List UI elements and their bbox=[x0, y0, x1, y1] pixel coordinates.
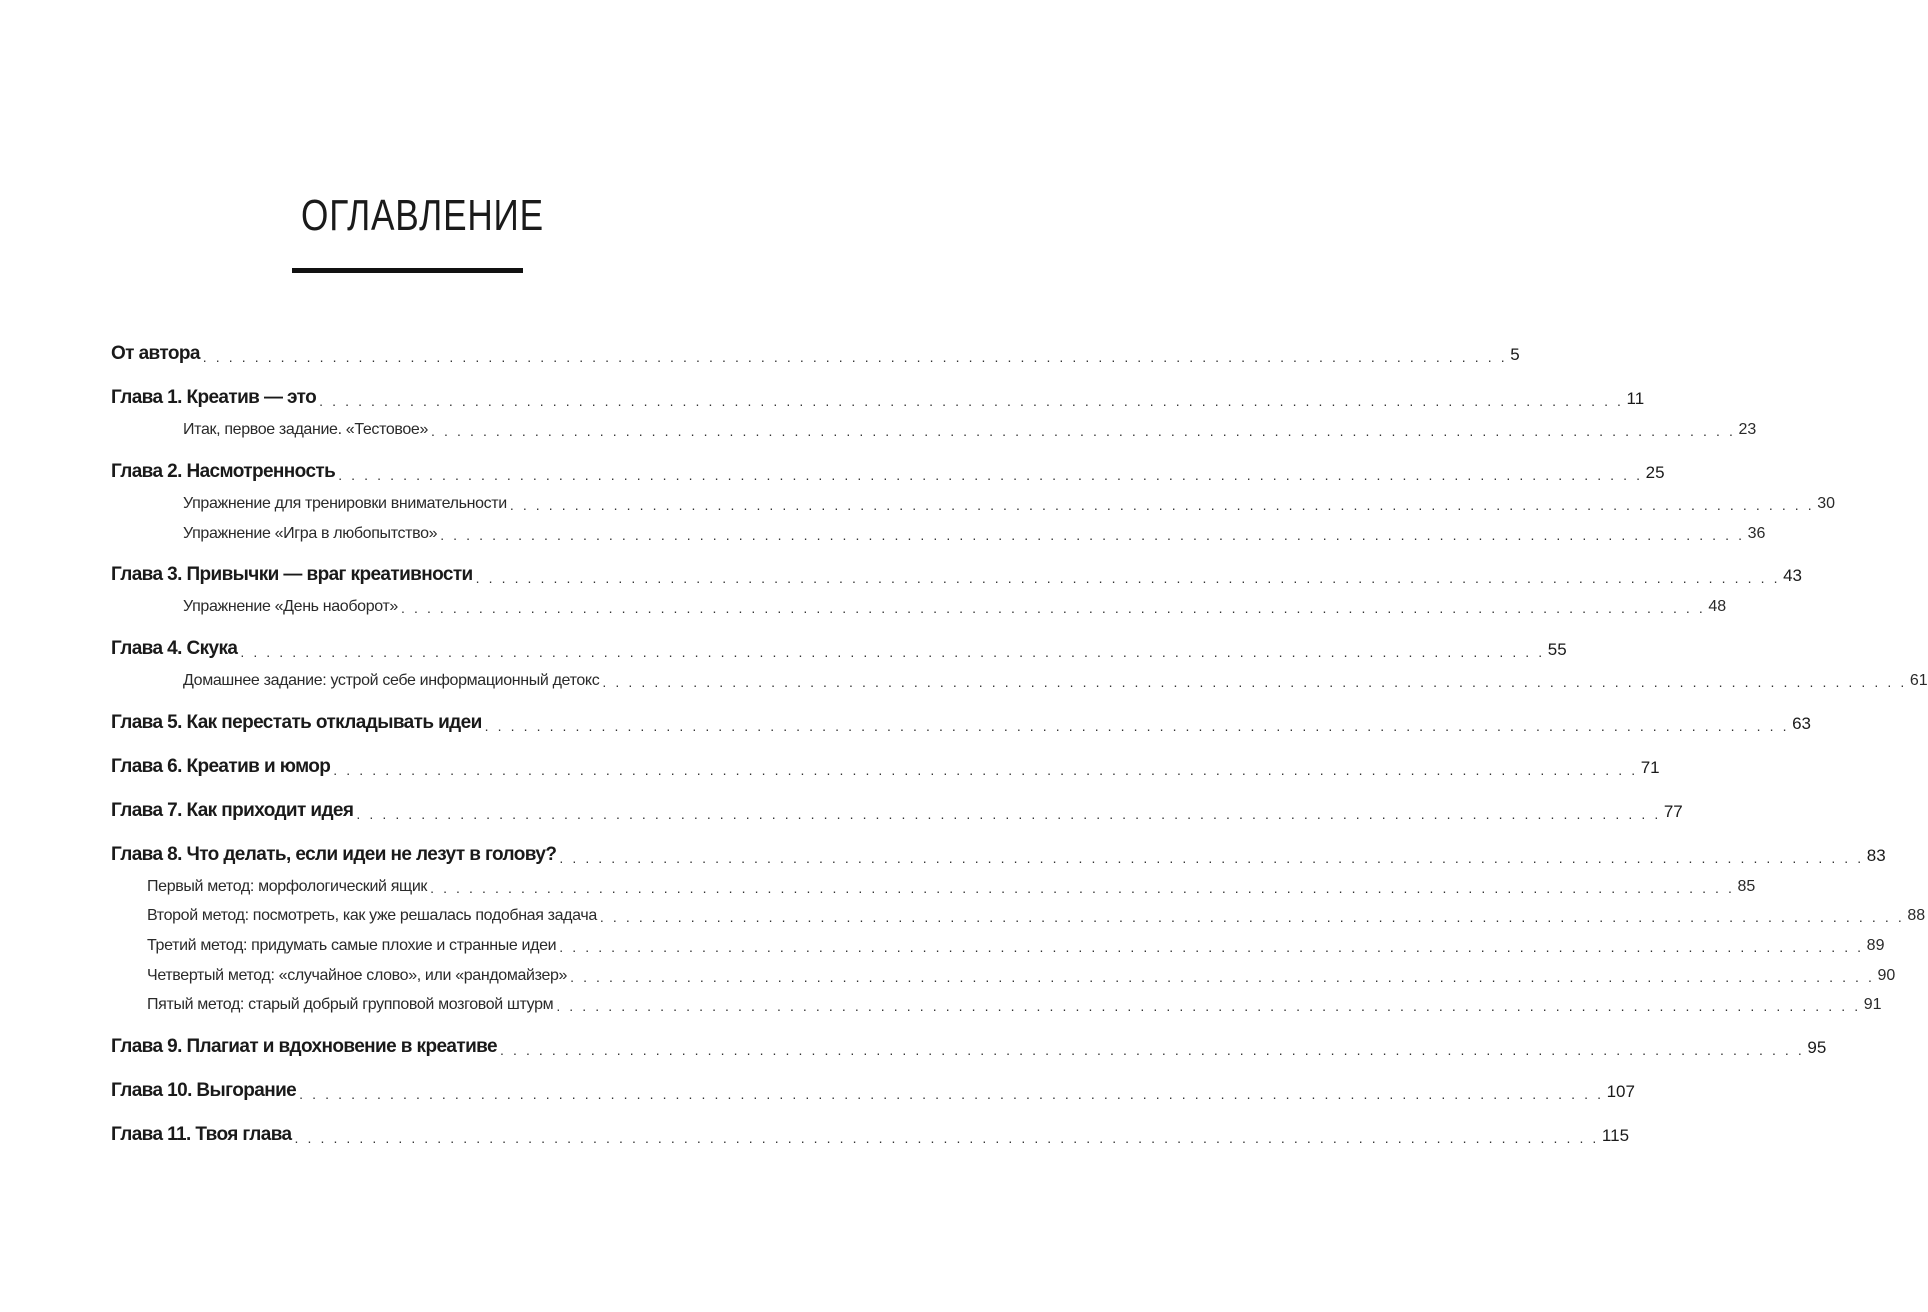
toc-entry-chapter-7[interactable] bbox=[111, 794, 1683, 822]
toc-entry-chapter-8[interactable] bbox=[111, 838, 1886, 866]
toc-page-number: 71 bbox=[1640, 758, 1660, 777]
dot-leader: . . . . . . . . . . . . . . . . . . . . . . . . . . . . . . . . . . . . . . . . . . . . . . . . . . . . . . . . . . . . . . . . . . . . . . . . . . . . . . . . . . . . . . . . . . . . . . . . . . . . . bbox=[240, 644, 1545, 660]
toc-entry-section[interactable] bbox=[147, 957, 1896, 985]
toc-entry-label: Глава 1. Креатив — это bbox=[111, 387, 317, 408]
toc-entry-section[interactable] bbox=[183, 662, 1928, 690]
toc-entry-label: Пятый метод: старый добрый групповой мозговой штурм bbox=[147, 996, 554, 1013]
page-title: ОГЛАВЛЕНИЕ bbox=[301, 191, 544, 240]
dot-leader: . . . . . . . . . . . . . . . . . . . . . . . . . . . . . . . . . . . . . . . . . . . . . . . . . . . . . . . . . . . . . . . . . . . . . . . . . . . . . . . . . . . . . . . . . . . . . . . . . . . . . bbox=[333, 762, 1638, 778]
toc-entry-label: Домашнее задание: устрой себе информационный детокс bbox=[183, 672, 600, 689]
dot-leader: . . . . . . . . . . . . . . . . . . . . . . . . . . . . . . . . . . . . . . . . . . . . . . . . . . . . . . . . . . . . . . . . . . . . . . . . . . . . . . . . . . . . . . . . . . . . . . . . . . . . . bbox=[559, 939, 1864, 955]
toc-entry-chapter-6[interactable] bbox=[111, 750, 1660, 778]
dot-leader: . . . . . . . . . . . . . . . . . . . . . . . . . . . . . . . . . . . . . . . . . . . . . . . . . . . . . . . . . . . . . . . . . . . . . . . . . . . . . . . . . . . . . . . . . . . . . . . . . . . . . bbox=[430, 880, 1735, 896]
toc-entry-section[interactable] bbox=[183, 411, 1757, 439]
toc-entry-label: Глава 9. Плагиат и вдохновение в креативе bbox=[111, 1036, 497, 1057]
dot-leader: . . . . . . . . . . . . . . . . . . . . . . . . . . . . . . . . . . . . . . . . . . . . . . . . . . . . . . . . . . . . . . . . . . . . . . . . . . . . . . . . . . . . . . . . . . . . . . . . . . . . . bbox=[499, 1042, 1805, 1058]
toc-entry-author[interactable] bbox=[111, 337, 1520, 365]
toc-page-number: 77 bbox=[1663, 802, 1683, 821]
toc-entry-label: Глава 6. Креатив и юмор bbox=[111, 756, 331, 777]
toc-entry-label: Глава 7. Как приходит идея bbox=[111, 800, 354, 821]
dot-leader: . . . . . . . . . . . . . . . . . . . . . . . . . . . . . . . . . . . . . . . . . . . . . . . . . . . . . . . . . . . . . . . . . . . . . . . . . . . . . . . . . . . . . . . . . . . . . . . . . . . . . bbox=[400, 600, 1706, 616]
dot-leader: . . . . . . . . . . . . . . . . . . . . . . . . . . . . . . . . . . . . . . . . . . . . . . . . . . . . . . . . . . . . . . . . . . . . . . . . . . . . . . . . . . . . . . . . . . . . . . . . . . . . . bbox=[484, 718, 1790, 734]
toc-entry-label: Глава 11. Твоя глава bbox=[111, 1124, 292, 1145]
toc-page-number: 61 bbox=[1909, 672, 1928, 689]
dot-leader: . . . . . . . . . . . . . . . . . . . . . . . . . . . . . . . . . . . . . . . . . . . . . . . . . . . . . . . . . . . . . . . . . . . . . . . . . . . . . . . . . . . . . . . . . . . . . . . . . . . . . bbox=[294, 1130, 1599, 1146]
toc-entry-label: Четвертый метод: «случайное слово», или «рандомайзер» bbox=[147, 967, 568, 984]
dot-leader: . . . . . . . . . . . . . . . . . . . . . . . . . . . . . . . . . . . . . . . . . . . . . . . . . . . . . . . . . . . . . . . . . . . . . . . . . . . . . . . . . . . . . . . . . . . . . . . . . . . . . bbox=[356, 806, 1661, 822]
dot-leader: . . . . . . . . . . . . . . . . . . . . . . . . . . . . . . . . . . . . . . . . . . . . . . . . . . . . . . . . . . . . . . . . . . . . . . . . . . . . . . . . . . . . . . . . . . . . . . . . . . . . . bbox=[319, 393, 1624, 409]
toc-entry-chapter-4[interactable] bbox=[111, 632, 1567, 660]
toc-entry-label: Глава 4. Скука bbox=[111, 638, 238, 659]
toc-entry-chapter-11[interactable] bbox=[111, 1118, 1630, 1146]
dot-leader: . . . . . . . . . . . . . . . . . . . . . . . . . . . . . . . . . . . . . . . . . . . . . . . . . . . . . . . . . . . . . . . . . . . . . . . . . . . . . . . . . . . . . . . . . . . . . . . . . . . . . bbox=[202, 349, 1508, 365]
toc-entry-section[interactable] bbox=[147, 986, 1882, 1014]
toc-page-number: 36 bbox=[1747, 525, 1766, 542]
toc-entry-label: Глава 3. Привычки — враг креативности bbox=[111, 564, 473, 585]
toc-entry-chapter-5[interactable] bbox=[111, 706, 1812, 734]
toc-entry-chapter-3[interactable] bbox=[111, 558, 1802, 586]
toc-page-number: 30 bbox=[1817, 495, 1836, 512]
title-underline bbox=[292, 268, 523, 273]
toc-page-number: 115 bbox=[1601, 1126, 1630, 1145]
toc-entry-section[interactable] bbox=[183, 485, 1836, 513]
dot-leader: . . . . . . . . . . . . . . . . . . . . . . . . . . . . . . . . . . . . . . . . . . . . . . . . . . . . . . . . . . . . . . . . . . . . . . . . . . . . . . . . . . . . . . . . . . . . . . . . . . . . . bbox=[475, 570, 1781, 586]
toc-entry-label: Глава 10. Выгорание bbox=[111, 1080, 297, 1101]
toc-entry-label: Упражнение «День наоборот» bbox=[183, 598, 398, 615]
toc-page-number: 95 bbox=[1807, 1038, 1827, 1057]
toc-entry-label: Глава 8. Что делать, если идеи не лезут в голову? bbox=[111, 844, 557, 865]
toc-entry-label: Третий метод: придумать самые плохие и странные идеи bbox=[147, 937, 557, 954]
toc-page-number: 90 bbox=[1877, 967, 1896, 984]
toc-entry-chapter-1[interactable] bbox=[111, 381, 1645, 409]
toc-entry-label: Второй метод: посмотреть, как уже решалась подобная задача bbox=[147, 907, 597, 924]
toc-entry-section[interactable] bbox=[147, 868, 1756, 896]
dot-leader: . . . . . . . . . . . . . . . . . . . . . . . . . . . . . . . . . . . . . . . . . . . . . . . . . . . . . . . . . . . . . . . . . . . . . . . . . . . . . . . . . . . . . . . . . . . . . . . . . . . . . bbox=[338, 467, 1643, 483]
dot-leader: . . . . . . . . . . . . . . . . . . . . . . . . . . . . . . . . . . . . . . . . . . . . . . . . . . . . . . . . . . . . . . . . . . . . . . . . . . . . . . . . . . . . . . . . . . . . . . . . . . . . . bbox=[556, 998, 1861, 1014]
dot-leader: . . . . . . . . . . . . . . . . . . . . . . . . . . . . . . . . . . . . . . . . . . . . . . . . . . . . . . . . . . . . . . . . . . . . . . . . . . . . . . . . . . . . . . . . . . . . . . . . . . . . . bbox=[509, 497, 1815, 513]
toc-entry-label: Глава 2. Насмотренность bbox=[111, 461, 336, 482]
toc-page-number: 107 bbox=[1606, 1082, 1635, 1101]
toc-entry-label: Итак, первое задание. «Тестовое» bbox=[183, 421, 429, 438]
toc-page-number: 85 bbox=[1737, 878, 1756, 895]
toc-entry-label: От автора bbox=[111, 343, 200, 364]
dot-leader: . . . . . . . . . . . . . . . . . . . . . . . . . . . . . . . . . . . . . . . . . . . . . . . . . . . . . . . . . . . . . . . . . . . . . . . . . . . . . . . . . . . . . . . . . . . . . . . . . . . . . bbox=[440, 527, 1745, 543]
toc-page-number: 23 bbox=[1738, 421, 1757, 438]
toc-entry-label: Глава 5. Как перестать откладывать идеи bbox=[111, 712, 482, 733]
toc-page-number: 11 bbox=[1626, 389, 1645, 408]
dot-leader: . . . . . . . . . . . . . . . . . . . . . . . . . . . . . . . . . . . . . . . . . . . . . . . . . . . . . . . . . . . . . . . . . . . . . . . . . . . . . . . . . . . . . . . . . . . . . . . . . . . . . bbox=[559, 850, 1864, 866]
toc-entry-label: Упражнение для тренировки внимательности bbox=[183, 495, 507, 512]
toc-entry-section[interactable] bbox=[147, 927, 1885, 955]
toc-entry-chapter-2[interactable] bbox=[111, 455, 1665, 483]
toc-entry-label: Первый метод: морфологический ящик bbox=[147, 878, 428, 895]
toc-page-number: 25 bbox=[1645, 463, 1665, 482]
toc-page-number: 48 bbox=[1708, 598, 1727, 615]
dot-leader: . . . . . . . . . . . . . . . . . . . . . . . . . . . . . . . . . . . . . . . . . . . . . . . . . . . . . . . . . . . . . . . . . . . . . . . . . . . . . . . . . . . . . . . . . . . . . . . . . . . . . bbox=[431, 423, 1736, 439]
toc-page-number: 5 bbox=[1510, 345, 1520, 364]
toc-page-number: 91 bbox=[1863, 996, 1882, 1013]
toc-entry-label: Упражнение «Игра в любопытство» bbox=[183, 525, 438, 542]
toc-entry-chapter-9[interactable] bbox=[111, 1030, 1827, 1058]
toc-page-number: 88 bbox=[1907, 907, 1926, 924]
toc-page-number: 55 bbox=[1547, 640, 1567, 659]
dot-leader: . . . . . . . . . . . . . . . . . . . . . . . . . . . . . . . . . . . . . . . . . . . . . . . . . . . . . . . . . . . . . . . . . . . . . . . . . . . . . . . . . . . . . . . . . . . . . . . . . . . . . bbox=[599, 909, 1905, 925]
dot-leader: . . . . . . . . . . . . . . . . . . . . . . . . . . . . . . . . . . . . . . . . . . . . . . . . . . . . . . . . . . . . . . . . . . . . . . . . . . . . . . . . . . . . . . . . . . . . . . . . . . . . . bbox=[602, 674, 1907, 690]
toc-page-number: 63 bbox=[1792, 714, 1812, 733]
toc-page-number: 89 bbox=[1866, 937, 1885, 954]
toc-page-number: 83 bbox=[1866, 846, 1886, 865]
toc-entry-chapter-10[interactable] bbox=[111, 1074, 1635, 1102]
toc-entry-section[interactable] bbox=[147, 897, 1926, 925]
toc-entry-section[interactable] bbox=[183, 515, 1766, 543]
dot-leader: . . . . . . . . . . . . . . . . . . . . . . . . . . . . . . . . . . . . . . . . . . . . . . . . . . . . . . . . . . . . . . . . . . . . . . . . . . . . . . . . . . . . . . . . . . . . . . . . . . . . . bbox=[570, 969, 1875, 985]
dot-leader: . . . . . . . . . . . . . . . . . . . . . . . . . . . . . . . . . . . . . . . . . . . . . . . . . . . . . . . . . . . . . . . . . . . . . . . . . . . . . . . . . . . . . . . . . . . . . . . . . . . . . bbox=[299, 1086, 1604, 1102]
toc-entry-section[interactable] bbox=[183, 588, 1727, 616]
toc-page-number: 43 bbox=[1783, 566, 1802, 585]
